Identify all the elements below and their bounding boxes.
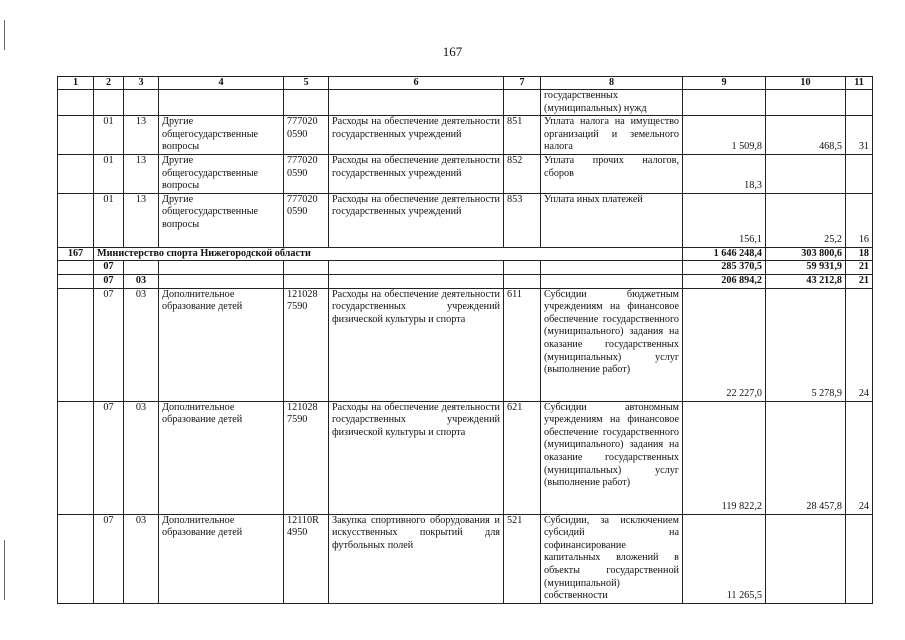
cell-target-name: Расходы на обеспечение деятельности государственных учреждений — [329, 116, 504, 155]
cell-amount-executed: 303 800,6 — [766, 247, 846, 261]
ministry-name: Министерство спорта Нижегородской области — [94, 247, 683, 261]
cell-expense-name — [541, 274, 683, 288]
cell-expense-name: Уплата иных платежей — [541, 193, 683, 247]
cell-target-article: 121028 7590 — [284, 288, 329, 401]
cell-code — [58, 401, 94, 514]
cell-section-name: Другие общегосударственные вопросы — [159, 193, 284, 247]
cell-amount — [683, 90, 766, 116]
cell-subsection — [124, 90, 159, 116]
cell-target-name — [329, 274, 504, 288]
cell-amount: 156,1 — [683, 193, 766, 247]
cell-section: 01 — [94, 116, 124, 155]
cell-target-name: Расходы на обеспечение деятельности государственных учреждений — [329, 193, 504, 247]
cell-target-article: 777020 0590 — [284, 193, 329, 247]
cell-section: 01 — [94, 193, 124, 247]
cell-subsection: 03 — [124, 514, 159, 603]
cell-code — [58, 288, 94, 401]
header-cell: 11 — [846, 77, 873, 90]
cell-subsection — [124, 261, 159, 275]
cell-section-name — [159, 261, 284, 275]
cell-target-name: Расходы на обеспечение деятельности государственных учреждений физической культуры и спорта — [329, 401, 504, 514]
cell-percent: 24 — [846, 288, 873, 401]
cell-section-name — [159, 90, 284, 116]
cell-target-article — [284, 90, 329, 116]
cell-amount-executed — [766, 514, 846, 603]
cell-section: 07 — [94, 514, 124, 603]
cell-code — [58, 514, 94, 603]
budget-table — [57, 76, 873, 604]
cell-target-article: 777020 0590 — [284, 154, 329, 193]
cell-section-name: Дополнительное образование детей — [159, 288, 284, 401]
cell-expense-name — [541, 261, 683, 275]
cell-code — [58, 193, 94, 247]
cell-subsection: 03 — [124, 288, 159, 401]
cell-subsection: 03 — [124, 274, 159, 288]
cell-amount: 1 509,8 — [683, 116, 766, 155]
cell-amount-executed: 43 212,8 — [766, 274, 846, 288]
cell-section: 07 — [94, 401, 124, 514]
header-cell: 2 — [94, 77, 124, 90]
cell-percent: 31 — [846, 116, 873, 155]
cell-expense-type — [504, 261, 541, 275]
table-row — [58, 90, 873, 116]
cell-percent: 18 — [846, 247, 873, 261]
cell-subsection: 13 — [124, 116, 159, 155]
cell-section-name: Другие общегосударственные вопросы — [159, 116, 284, 155]
section-total-row — [58, 261, 873, 275]
cell-amount-executed: 468,5 — [766, 116, 846, 155]
cell-target-name — [329, 261, 504, 275]
cell-percent: 21 — [846, 261, 873, 275]
cell-amount-executed — [766, 90, 846, 116]
cell-amount-executed: 28 457,8 — [766, 401, 846, 514]
header-cell: 6 — [329, 77, 504, 90]
column-number-row — [58, 77, 873, 90]
cell-expense-type — [504, 90, 541, 116]
table-row — [58, 288, 873, 401]
cell-section-name — [159, 274, 284, 288]
cell-percent: 16 — [846, 193, 873, 247]
cell-percent — [846, 154, 873, 193]
cell-percent — [846, 90, 873, 116]
cell-amount: 1 646 248,4 — [683, 247, 766, 261]
cell-section: 07 — [94, 274, 124, 288]
header-cell: 1 — [58, 77, 94, 90]
cell-amount-executed: 25,2 — [766, 193, 846, 247]
table-row — [58, 193, 873, 247]
cell-target-article: 777020 0590 — [284, 116, 329, 155]
cell-amount: 206 894,2 — [683, 274, 766, 288]
cell-target-article — [284, 274, 329, 288]
header-cell: 4 — [159, 77, 284, 90]
cell-section-name: Дополнительное образование детей — [159, 514, 284, 603]
cell-code — [58, 116, 94, 155]
table-row — [58, 116, 873, 155]
cell-section-name: Дополнительное образование детей — [159, 401, 284, 514]
cell-expense-type: 852 — [504, 154, 541, 193]
cell-percent — [846, 514, 873, 603]
cell-percent: 24 — [846, 401, 873, 514]
cell-expense-name: Субсидии, за исключением субсидий на софинансирование капитальных вложений в объекты государственной (муниципальной) собственности — [541, 514, 683, 603]
cell-amount: 18,3 — [683, 154, 766, 193]
cell-expense-type: 621 — [504, 401, 541, 514]
cell-expense-name: государственных (муниципальных) нужд — [541, 90, 683, 116]
cell-expense-type: 851 — [504, 116, 541, 155]
cell-expense-name: Субсидии автономным учреждениям на финансовое обеспечение государственного (муниципального) задания на оказание государственных (муниципальных) услуг (выполнение работ) — [541, 401, 683, 514]
cell-amount-executed — [766, 154, 846, 193]
cell-expense-type: 521 — [504, 514, 541, 603]
cell-target-name: Закупка спортивного оборудования и искусственных покрытий для футбольных полей — [329, 514, 504, 603]
table-row — [58, 154, 873, 193]
cell-expense-name: Субсидии бюджетным учреждениям на финансовое обеспечение государственного (муниципального) задания на оказание государственных (муниципальных) услуг (выполнение работ) — [541, 288, 683, 401]
header-cell: 5 — [284, 77, 329, 90]
cell-code — [58, 274, 94, 288]
subsection-total-row — [58, 274, 873, 288]
cell-subsection: 03 — [124, 401, 159, 514]
header-cell: 9 — [683, 77, 766, 90]
cell-amount: 11 265,5 — [683, 514, 766, 603]
cell-section — [94, 90, 124, 116]
cell-target-article: 12110R 4950 — [284, 514, 329, 603]
table-row — [58, 514, 873, 603]
cell-subsection: 13 — [124, 154, 159, 193]
header-cell: 8 — [541, 77, 683, 90]
cell-code: 167 — [58, 247, 94, 261]
cell-target-article — [284, 261, 329, 275]
cell-amount-executed: 59 931,9 — [766, 261, 846, 275]
cell-expense-name: Уплата прочих налогов, сборов — [541, 154, 683, 193]
cell-amount: 119 822,2 — [683, 401, 766, 514]
header-cell: 3 — [124, 77, 159, 90]
cell-amount: 285 370,5 — [683, 261, 766, 275]
cell-code — [58, 90, 94, 116]
cell-expense-type: 611 — [504, 288, 541, 401]
cell-expense-type — [504, 274, 541, 288]
table-row — [58, 401, 873, 514]
cell-code — [58, 154, 94, 193]
cell-expense-type: 853 — [504, 193, 541, 247]
ministry-row — [58, 247, 873, 261]
cell-section: 01 — [94, 154, 124, 193]
cell-target-name: Расходы на обеспечение деятельности государственных учреждений физической культуры и спорта — [329, 288, 504, 401]
cell-target-article: 121028 7590 — [284, 401, 329, 514]
page-number: 167 — [442, 44, 463, 59]
cell-amount: 22 227,0 — [683, 288, 766, 401]
cell-target-name: Расходы на обеспечение деятельности государственных учреждений — [329, 154, 504, 193]
header-cell: 7 — [504, 77, 541, 90]
cell-expense-name: Уплата налога на имущество организаций и земельного налога — [541, 116, 683, 155]
cell-percent: 21 — [846, 274, 873, 288]
cell-amount-executed: 5 278,9 — [766, 288, 846, 401]
cell-code — [58, 261, 94, 275]
cell-section-name: Другие общегосударственные вопросы — [159, 154, 284, 193]
cell-section: 07 — [94, 288, 124, 401]
margin-line-bottom — [4, 540, 5, 600]
cell-section: 07 — [94, 261, 124, 275]
cell-subsection: 13 — [124, 193, 159, 247]
cell-target-name — [329, 90, 504, 116]
header-cell: 10 — [766, 77, 846, 90]
